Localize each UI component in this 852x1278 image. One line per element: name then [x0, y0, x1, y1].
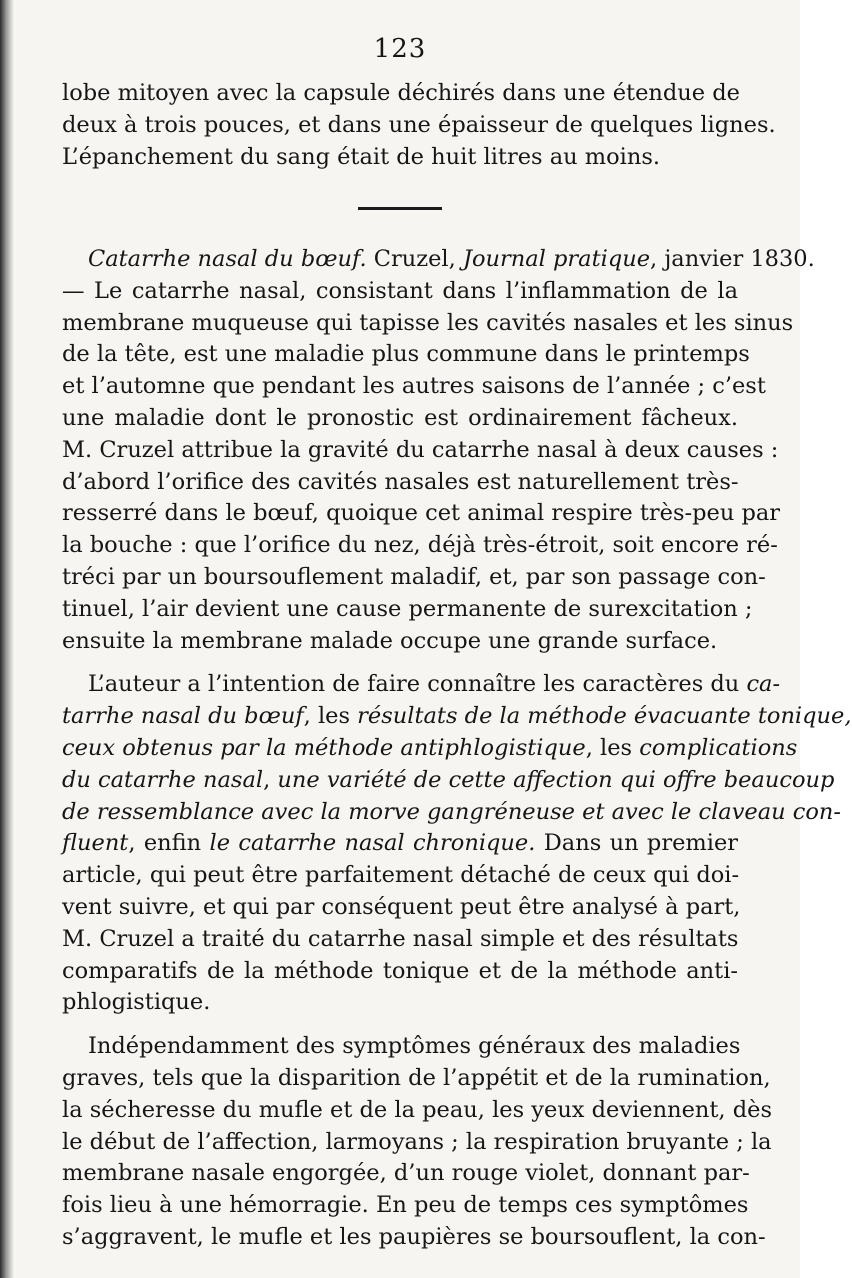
- text-line: graves, tels que la disparition de l’appétit et de la rumination,: [62, 1064, 771, 1091]
- italic-run: du catarrhe nasal: [62, 766, 264, 793]
- text-run: , les: [303, 703, 358, 730]
- text-run: Dans un premier: [535, 830, 739, 857]
- paragraph-gap: [62, 657, 738, 669]
- text-run: , les: [585, 734, 640, 761]
- paragraph-gap: [62, 1019, 738, 1031]
- text-run: ,: [263, 766, 278, 793]
- text-line: ensuite la membrane malade occupe une grande surface.: [62, 627, 718, 654]
- text-line: le début de l’affection, larmoyans ; la respiration bruyante ; la: [62, 1128, 772, 1155]
- text-line: vent suivre, et qui par conséquent peut être analysé à part,: [62, 893, 741, 920]
- article-title: Catarrhe nasal du bœuf.: [88, 246, 367, 272]
- text-line: M. Cruzel a traité du catarrhe nasal simple et des résultats: [62, 925, 739, 952]
- italic-run: fluent: [62, 830, 129, 857]
- text-line: resserré dans le bœuf, quoique cet animal respire très-peu par: [62, 500, 781, 527]
- article-body: [62, 244, 852, 1254]
- journal-name: Journal pratique: [462, 246, 651, 272]
- text-line: [62, 669, 781, 701]
- top-paragraph: [62, 78, 776, 173]
- text-run: , enfin: [128, 830, 210, 857]
- text-line: membrane muqueuse qui tapisse les cavités nasales et les sinus: [62, 309, 794, 336]
- text-line: la bouche : que l’orifice du nez, déjà très-étroit, soit encore ré-: [62, 532, 778, 559]
- text-line: deux à trois pouces, et dans une épaisseur de quelques lignes.: [62, 111, 776, 138]
- italic-run: ca-: [746, 671, 781, 698]
- italic-run: résultats de la méthode évacuante tonique,: [357, 703, 852, 730]
- text-line: et l’automne que pendant les autres saisons de l’année ; c’est: [62, 373, 766, 400]
- text-line: la sécheresse du mufle et de la peau, les yeux deviennent, dès: [62, 1096, 772, 1123]
- text-line: phlogistique.: [62, 989, 211, 1016]
- text-line: membrane nasale engorgée, d’un rouge violet, donnant par-: [62, 1160, 750, 1187]
- text-line: tinuel, l’air devient une cause permanente de surexcitation ;: [62, 595, 753, 622]
- text-line: [62, 828, 738, 860]
- text-line: L’épanchement du sang était de huit litres au moins.: [62, 143, 661, 170]
- italic-run: le catarrhe nasal chronique.: [209, 830, 536, 857]
- text-line: comparatifs de la méthode tonique et de la méthode anti-: [62, 957, 738, 984]
- page-edge-shadow: [0, 0, 14, 1278]
- section-separator: [358, 207, 442, 210]
- text-line: s’aggravent, le mufle et les paupières se boursouflent, la con-: [62, 1223, 766, 1250]
- article-date: , janvier 1830.: [650, 246, 815, 272]
- text-line: Indépendamment des symptômes généraux des maladies: [88, 1033, 741, 1060]
- italic-run: ceux obtenus par la méthode antiphlogistique: [62, 734, 586, 761]
- italic-run: complications: [639, 734, 798, 761]
- text-line: [62, 733, 798, 765]
- text-line: article, qui peut être parfaitement détaché de ceux qui doi-: [62, 862, 740, 889]
- text-line: M. Cruzel attribue la gravité du catarrhe nasal à deux causes :: [62, 436, 779, 463]
- text-line: fois lieu à une hémorragie. En peu de temps ces symptômes: [62, 1192, 749, 1219]
- italic-run: tarrhe nasal du bœuf: [62, 703, 304, 730]
- text-line: [62, 701, 852, 733]
- text-line: lobe mitoyen avec la capsule déchirés dans une étendue de: [62, 80, 740, 106]
- text-run: L’auteur a l’intention de faire connaître les caractères du: [88, 671, 747, 698]
- page-number: 123: [373, 34, 427, 64]
- text-line: d’abord l’orifice des cavités nasales est naturellement très-: [62, 468, 739, 495]
- text-line: une maladie dont le pronostic est ordinairement fâcheux.: [62, 404, 738, 431]
- italic-run: une variété de cette affection qui offre beaucoup: [277, 766, 835, 793]
- text-line: de la tête, est une maladie plus commune dans le printemps: [62, 341, 750, 368]
- text-line: [62, 797, 842, 829]
- text-line: tréci par un boursouflement maladif, et, par son passage con-: [62, 563, 766, 590]
- text-line: — Le catarrhe nasal, consistant dans l’inflammation de la: [62, 277, 738, 304]
- text-line: [62, 765, 835, 797]
- article-author: Cruzel,: [366, 246, 463, 272]
- italic-run: de ressemblance avec la morve gangréneuse et avec le claveau con-: [62, 798, 842, 825]
- article-heading: [62, 244, 815, 276]
